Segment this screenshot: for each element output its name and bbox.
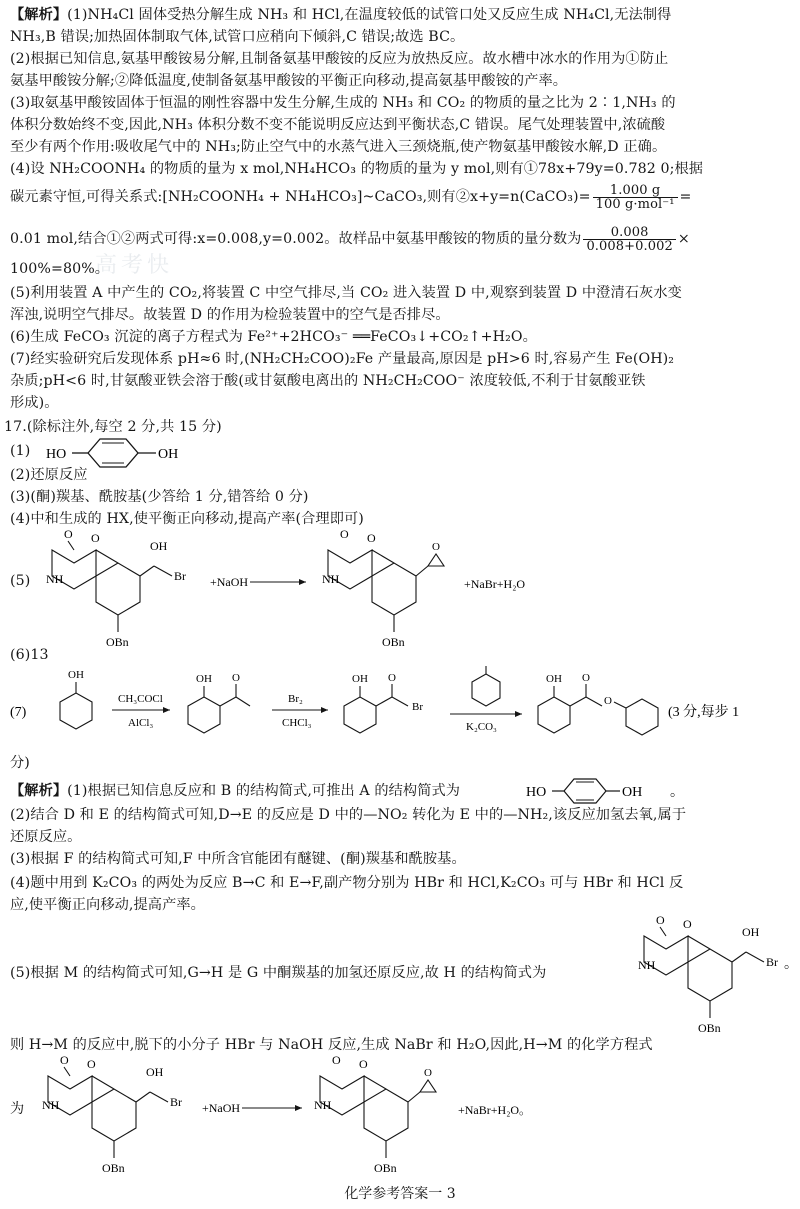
q17-analysis-1: 【解析】(1)根据已知信息反应和 B 的结构简式,可推出 A 的结构简式为 <box>10 783 461 799</box>
q17-answer-7-tail: 分) <box>10 755 30 771</box>
q16-line-15: (7)经实验研究后发现体系 pH≈6 时,(NH₂CH₂COO)₂Fe 产量最高,原因是 pH>6 时,容易产生 Fe(OH)₂ <box>10 351 675 367</box>
svg-text:OH: OH <box>68 669 84 681</box>
q17-answer-2: (2)还原反应 <box>10 467 88 483</box>
svg-text:NH: NH <box>42 1098 60 1112</box>
svg-text:Br: Br <box>766 955 778 969</box>
hydroxyacetophenone-structure <box>188 672 250 733</box>
synthesis-route <box>10 664 790 756</box>
svg-text:OH: OH <box>196 673 212 685</box>
svg-text:Br: Br <box>412 701 423 713</box>
svg-text:O: O <box>359 1057 368 1071</box>
svg-text:OH: OH <box>146 1065 164 1079</box>
svg-text:NH: NH <box>322 572 340 586</box>
svg-text:。: 。 <box>784 957 798 972</box>
svg-text:OH: OH <box>150 539 168 553</box>
q17-analysis-2: (2)结合 D 和 E 的结构简式可知,D→E 的反应是 D 中的—NO₂ 转化为 E 中的—NH₂,该反应加氢去氧,属于 <box>10 807 687 823</box>
svg-text:O: O <box>340 527 349 541</box>
svg-text:O: O <box>683 917 692 931</box>
q17-answer-5-label: (5) <box>10 573 31 589</box>
compound-h-structure-inline <box>636 914 796 1048</box>
svg-text:CH₃COCl: CH₃COCl <box>118 693 163 705</box>
q17-answer-6: (6)13 <box>10 647 49 663</box>
svg-text:OBn: OBn <box>106 635 129 649</box>
svg-text:(7): (7) <box>10 705 27 720</box>
compound-h-structure <box>46 527 186 649</box>
q16-line-3: (2)根据已知信息,氨基甲酸铵易分解,且制备氨基甲酸铵的反应为放热反应。故水槽中冰水的作用为①防止 <box>10 51 669 67</box>
svg-text:+NaBr+H₂O: +NaBr+H₂O <box>464 577 526 591</box>
page-footer: 化学参考答案一 3 <box>344 1186 456 1202</box>
svg-text:+NaOH: +NaOH <box>210 575 249 589</box>
svg-text:O: O <box>332 1053 341 1067</box>
q16-line-7: 至少有两个作用:吸收尾气中的 NH₃;防止空气中的水蒸气进入三颈烧瓶,使产物氨基甲酸铵水解,D 正确。 <box>10 139 667 155</box>
q16-line-16: 杂质;pH<6 时,甘氨酸亚铁会溶于酸(或甘氨酸电离出的 NH₂CH₂COO⁻ 浓度较低,不利于甘氨酸亚铁 <box>10 373 646 389</box>
svg-text:HO: HO <box>526 785 547 800</box>
svg-text:(3 分,每步 1: (3 分,每步 1 <box>668 705 740 720</box>
q16-line-9: 碳元素守恒,可得关系式:[NH₂COONH₄ + NH₄HCO₃]~CaCO₃,则有②x+y=n(CaCO₃)= $\frac{1.000 g}{\text{100 g·mol⁻¹}}$ = <box>10 182 692 212</box>
h-to-m-equation-analysis <box>40 1054 560 1188</box>
q17-analysis-3: (3)根据 F 的结构简式可知,F 中所含官能团有醚键、(酮)羰基和酰胺基。 <box>10 851 466 867</box>
phenol-structure-2 <box>472 666 500 706</box>
svg-text:O: O <box>582 672 590 684</box>
q16-line-4: 氨基甲酸铵分解;②降低温度,使制备氨基甲酸铵的平衡正向移动,提高氨基甲酸铵的产率。 <box>10 73 568 89</box>
svg-text:OH: OH <box>742 925 760 939</box>
svg-text:NH: NH <box>314 1098 332 1112</box>
q16-line-6: 体积分数始终不变,因此,NH₃ 体积分数不变不能说明反应达到平衡状态,C 错误。尾气处理装置中,浓硫酸 <box>10 117 666 133</box>
svg-text:OBn: OBn <box>698 1021 721 1035</box>
q17-analysis-5c: 为 <box>10 1101 25 1117</box>
q16-line-14: (6)生成 FeCO₃ 沉淀的离子方程式为 Fe²⁺+2HCO₃⁻ ══FeCO₃↓+CO₂↑+H₂O。 <box>10 329 537 345</box>
q17-analysis-5: (5)根据 M 的结构简式可知,G→H 是 G 中酮羰基的加氢还原反应,故 H 的结构简式为 <box>10 965 547 981</box>
q16-line-17: 形成)。 <box>10 395 59 411</box>
q17-header: 17.(除标注外,每空 2 分,共 15 分) <box>4 419 222 435</box>
q17-analysis-2b: 还原反应。 <box>10 829 82 845</box>
svg-text:OBn: OBn <box>102 1161 125 1175</box>
fraction-caco3: $\frac{1.000 g}{\text{100 g·mol⁻¹}}$ <box>593 184 678 211</box>
svg-text:O: O <box>60 1053 69 1067</box>
q16-line-2: NH₃,B 错误;加热固体制取气体,试管口应稍向下倾斜,C 错误;故选 BC。 <box>10 29 465 45</box>
svg-text:OBn: OBn <box>374 1161 397 1175</box>
q17-answer-4: (4)中和生成的 HX,使平衡正向移动,提高产率(合理即可) <box>10 511 364 527</box>
svg-text:Br: Br <box>174 569 186 583</box>
svg-text:O: O <box>64 527 73 541</box>
analysis-label: 【解析】 <box>10 7 68 23</box>
compound-m-structure <box>322 527 444 649</box>
q16-line-12: (5)利用装置 A 中产生的 CO₂,将装置 C 中空气排尽,当 CO₂ 进入装置 D 中,观察到装置 D 中澄清石灰水变 <box>10 285 682 301</box>
phenoxy-ketone-structure <box>538 672 658 735</box>
svg-text:NH: NH <box>638 958 656 972</box>
q16-line-5: (3)取氨基甲酸铵固体于恒温的刚性容器中发生分解,生成的 NH₃ 和 CO₂ 的物质的量之比为 2∶1,NH₃ 的 <box>10 95 676 111</box>
svg-text:O: O <box>232 672 240 684</box>
svg-text:O: O <box>424 1067 432 1079</box>
q16-line-13: 浑浊,说明空气排尽。故装置 D 的作用为检验装置中的空气是否排尽。 <box>10 307 450 323</box>
svg-text:Br₂: Br₂ <box>288 693 303 705</box>
svg-text:OH: OH <box>622 785 643 800</box>
q17-answer-1: (1) <box>10 443 31 459</box>
svg-text:+NaBr+H₂O。: +NaBr+H₂O。 <box>458 1103 532 1117</box>
svg-text:K₂CO₃: K₂CO₃ <box>466 721 497 733</box>
svg-text:OBn: OBn <box>382 635 405 649</box>
svg-text:HO: HO <box>46 447 67 462</box>
svg-text:CHCl₃: CHCl₃ <box>282 717 312 729</box>
q16-line-11: 100%=80%。 <box>10 261 110 277</box>
q16-line-10: 0.01 mol,结合①②两式可得:x=0.008,y=0.002。故样品中氨基甲酸铵的物质的量分数为 $\frac{0.008}{0.008+0.002}$ × <box>10 224 690 254</box>
svg-text:O: O <box>388 672 396 684</box>
svg-text:OH: OH <box>352 673 368 685</box>
q16-line-1: 【解析】(1)NH₄Cl 固体受热分解生成 NH₃ 和 HCl,在温度较低的试管口处又反应生成 NH₄Cl,无法制得 <box>10 7 672 23</box>
fraction-mole: $\frac{0.008}{0.008+0.002}$ <box>583 226 675 253</box>
svg-text:AlCl₃: AlCl₃ <box>128 717 154 729</box>
svg-text:+NaOH: +NaOH <box>202 1101 241 1115</box>
h-to-m-equation <box>44 528 564 662</box>
svg-text:O: O <box>367 531 376 545</box>
svg-text:O: O <box>87 1057 96 1071</box>
svg-text:O: O <box>432 541 440 553</box>
svg-text:OH: OH <box>546 673 562 685</box>
q17-analysis-4b: 应,使平衡正向移动,提高产率。 <box>10 897 205 913</box>
svg-text:O: O <box>91 531 100 545</box>
q17-analysis-5b: 则 H→M 的反应中,脱下的小分子 HBr 与 NaOH 反应,生成 NaBr 和 H₂O,因此,H→M 的化学方程式 <box>10 1037 653 1053</box>
svg-text:NH: NH <box>46 572 64 586</box>
q17-answer-3: (3)(酮)羰基、酰胺基(少答给 1 分,错答给 0 分) <box>10 489 309 505</box>
svg-text:O: O <box>604 695 612 707</box>
svg-text:。: 。 <box>670 785 684 800</box>
svg-text:O: O <box>656 913 665 927</box>
q17-analysis-4: (4)题中用到 K₂CO₃ 的两处为反应 B→C 和 E→F,副产物分别为 HBr 和 HCl,K₂CO₃ 可与 HBr 和 HCl 反 <box>10 875 684 891</box>
svg-text:OH: OH <box>158 447 179 462</box>
phenol-structure-1 <box>60 669 92 729</box>
svg-text:Br: Br <box>170 1095 182 1109</box>
bromoacetophenone-structure <box>344 672 423 733</box>
q16-line-8: (4)设 NH₂COONH₄ 的物质的量为 x mol,NH₄HCO₃ 的物质的量为 y mol,则有①78x+79y=0.782 0;根据 <box>10 161 704 177</box>
watermark: 高考快 <box>95 253 174 278</box>
